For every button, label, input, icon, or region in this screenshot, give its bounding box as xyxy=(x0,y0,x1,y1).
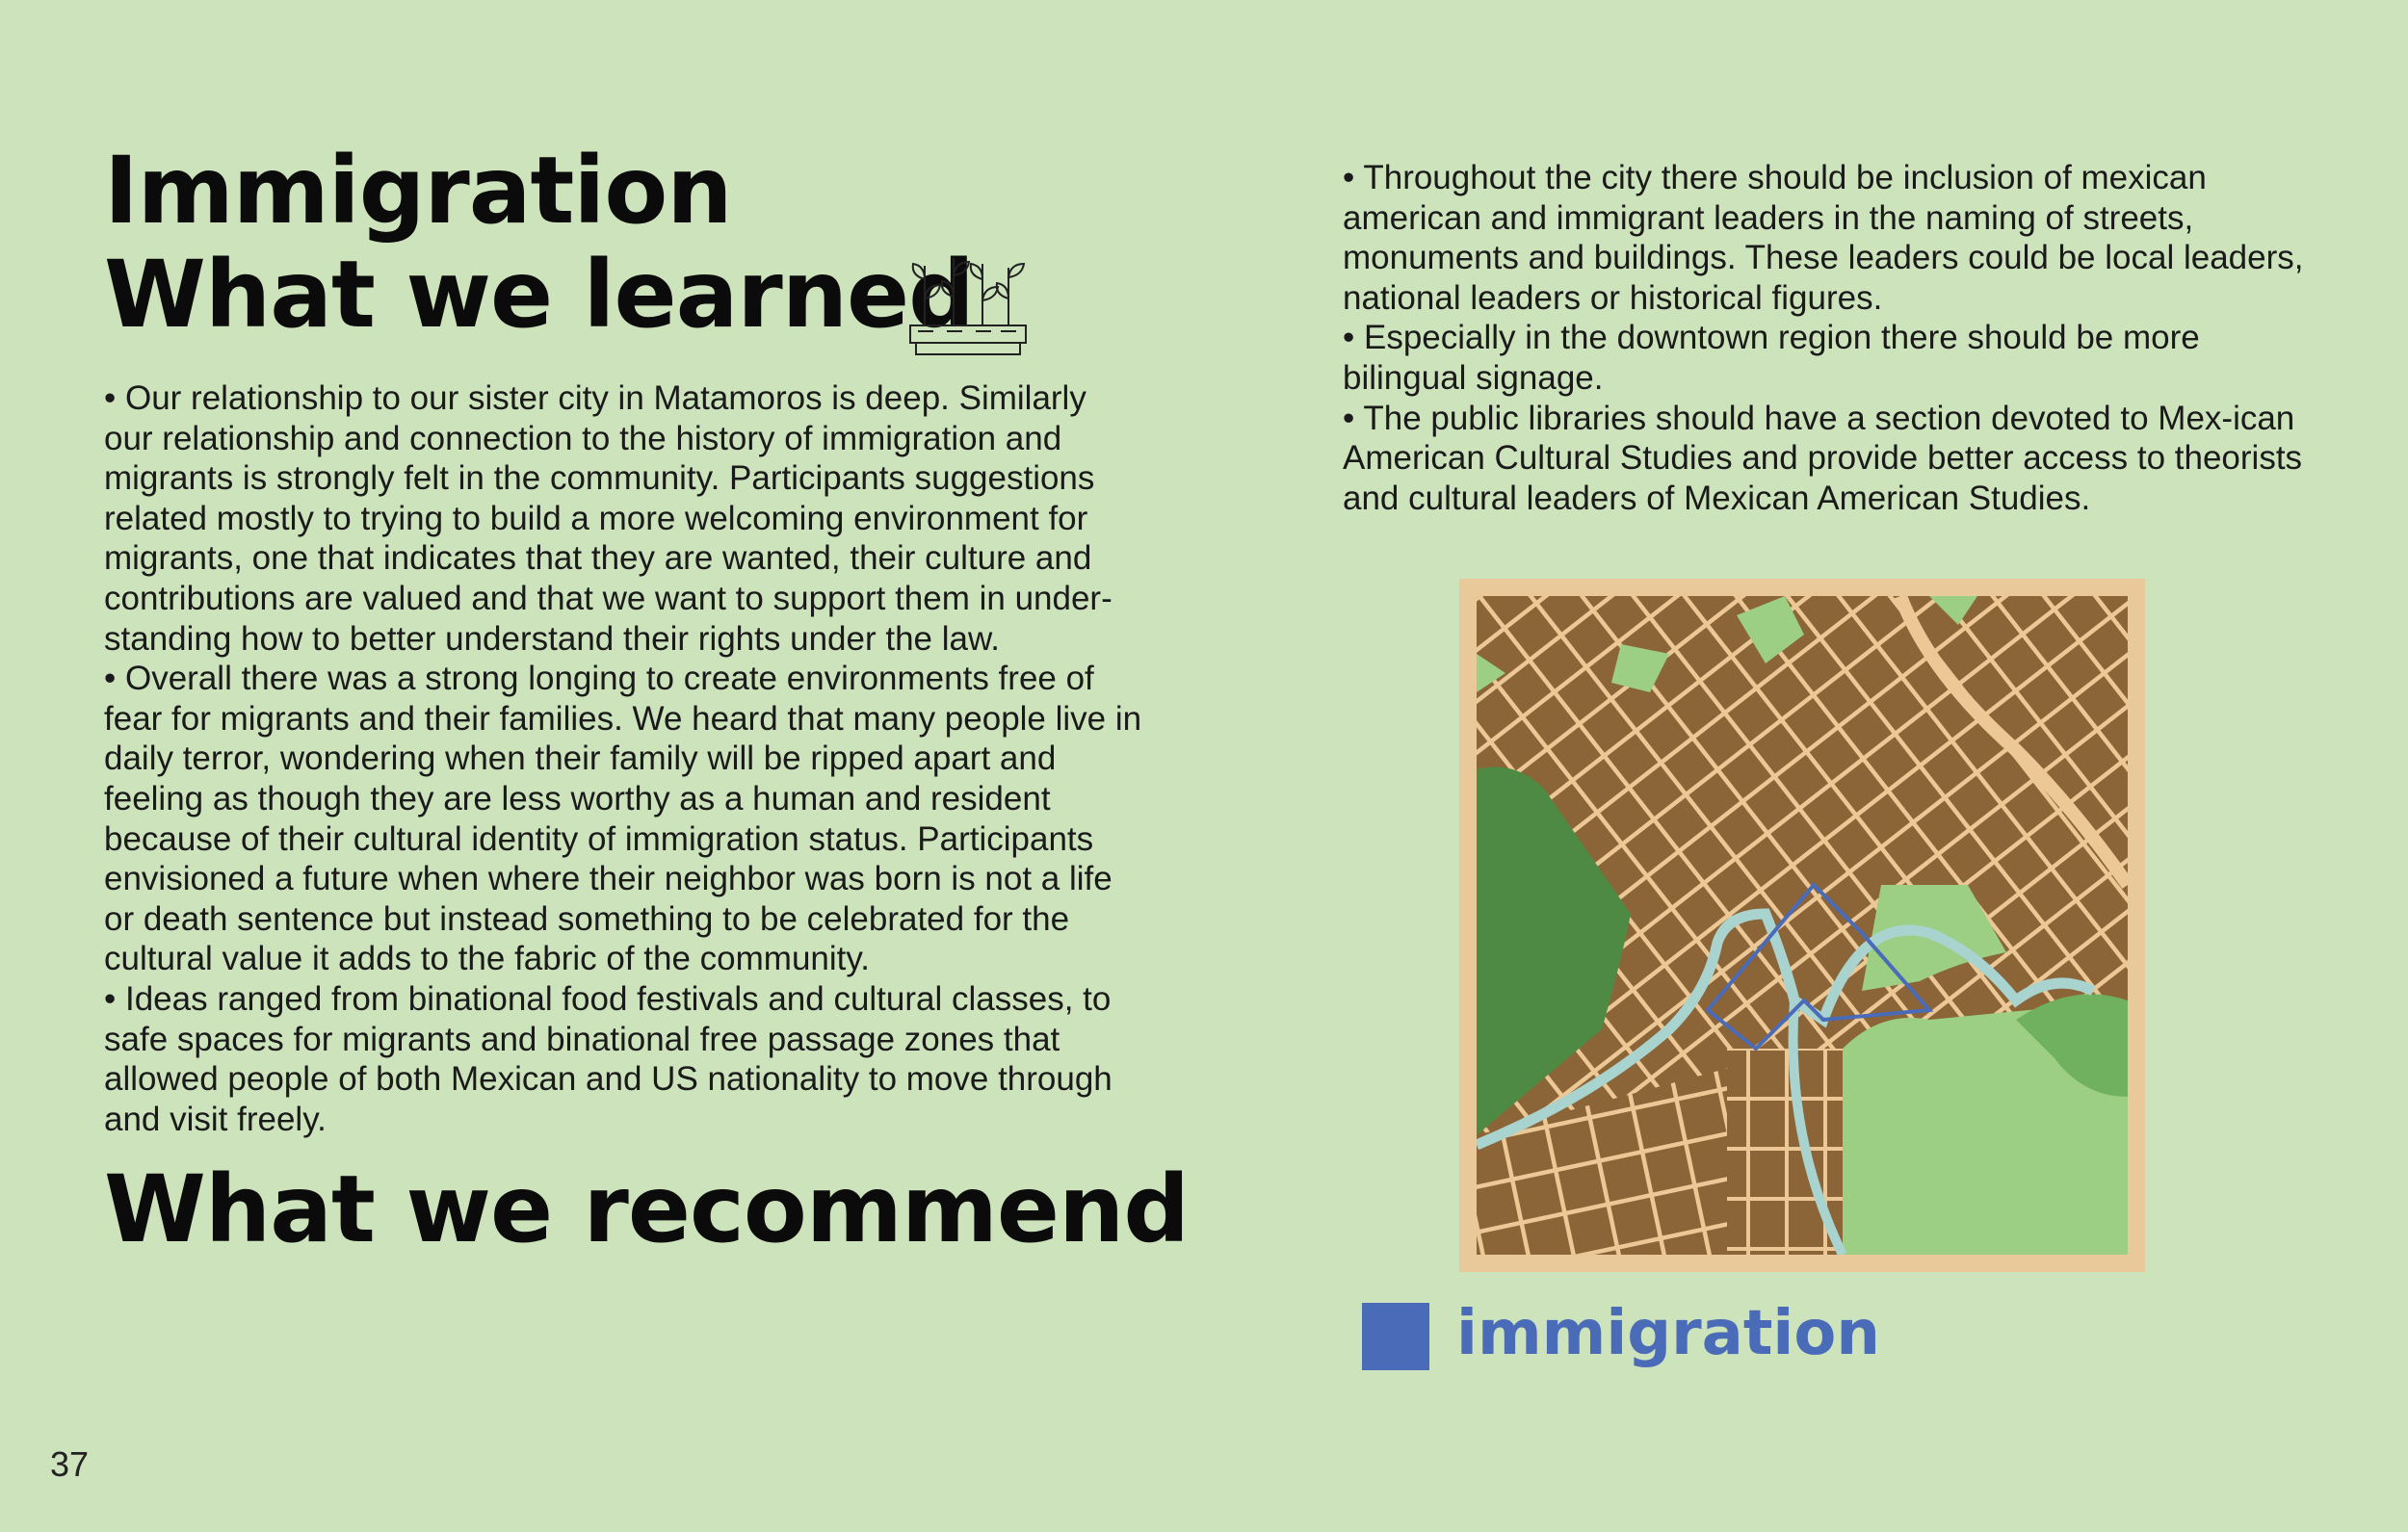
what-we-recommend-heading: What we recommend xyxy=(104,1155,1190,1263)
recommend-paragraph-3: • The public libraries should have a section devoted to Mex-ican American Cultural Studies and provide better access to theorists and cultural leaders of Mexican American Studies. xyxy=(1343,399,2303,517)
learned-paragraph-3: • Ideas ranged from binational food festivals and cultural classes, to safe spaces for migrants and binational free passage zones that allowed people of both Mexican and US nationality to move through and visit freely. xyxy=(104,979,1112,1138)
legend-swatch xyxy=(1362,1303,1429,1370)
section-title: Immigration xyxy=(104,137,732,245)
what-we-learned-heading: What we learned xyxy=(104,241,974,349)
recommend-paragraph-1: • Throughout the city there should be inclusion of mexican american and immigrant leaders in the naming of streets, monuments and buildings. These leaders could be local leaders, national leaders or historical figures. xyxy=(1343,159,2304,317)
page-number: 37 xyxy=(50,1444,90,1484)
legend-label: immigration xyxy=(1456,1298,1880,1369)
learned-paragraph-1: • Our relationship to our sister city in Matamoros is deep. Similarly our relationship and connection to the history of immigration and migrants is strongly felt in the community. Participants suggestions related mostly to trying to build a more welcoming environment for migrants, one that indicates that they are wanted, their culture and contributions are valued and that we want to support them in under-standing how to better understand their rights under the law. xyxy=(104,379,1112,658)
map-illustration xyxy=(1477,596,2128,1255)
learned-text xyxy=(104,378,1144,1139)
seedlings-icon xyxy=(901,250,1035,366)
recommend-paragraph-2: • Especially in the downtown region there should be more bilingual signage. xyxy=(1343,319,2200,397)
learned-paragraph-2: • Overall there was a strong longing to create environments free of fear for migrants and their families. We heard that many people live in daily terror, wondering when their family will be ripped apart and feeling as though they are less worthy as a human and resident because of their cultural identity of immigration status. Participants envisioned a future when where their neighbor was born is not a life or death sentence but instead something to be celebrated for the cultural value it adds to the fabric of the community. xyxy=(104,660,1142,978)
downtown-map xyxy=(1459,579,2145,1272)
recommend-text xyxy=(1343,158,2306,518)
